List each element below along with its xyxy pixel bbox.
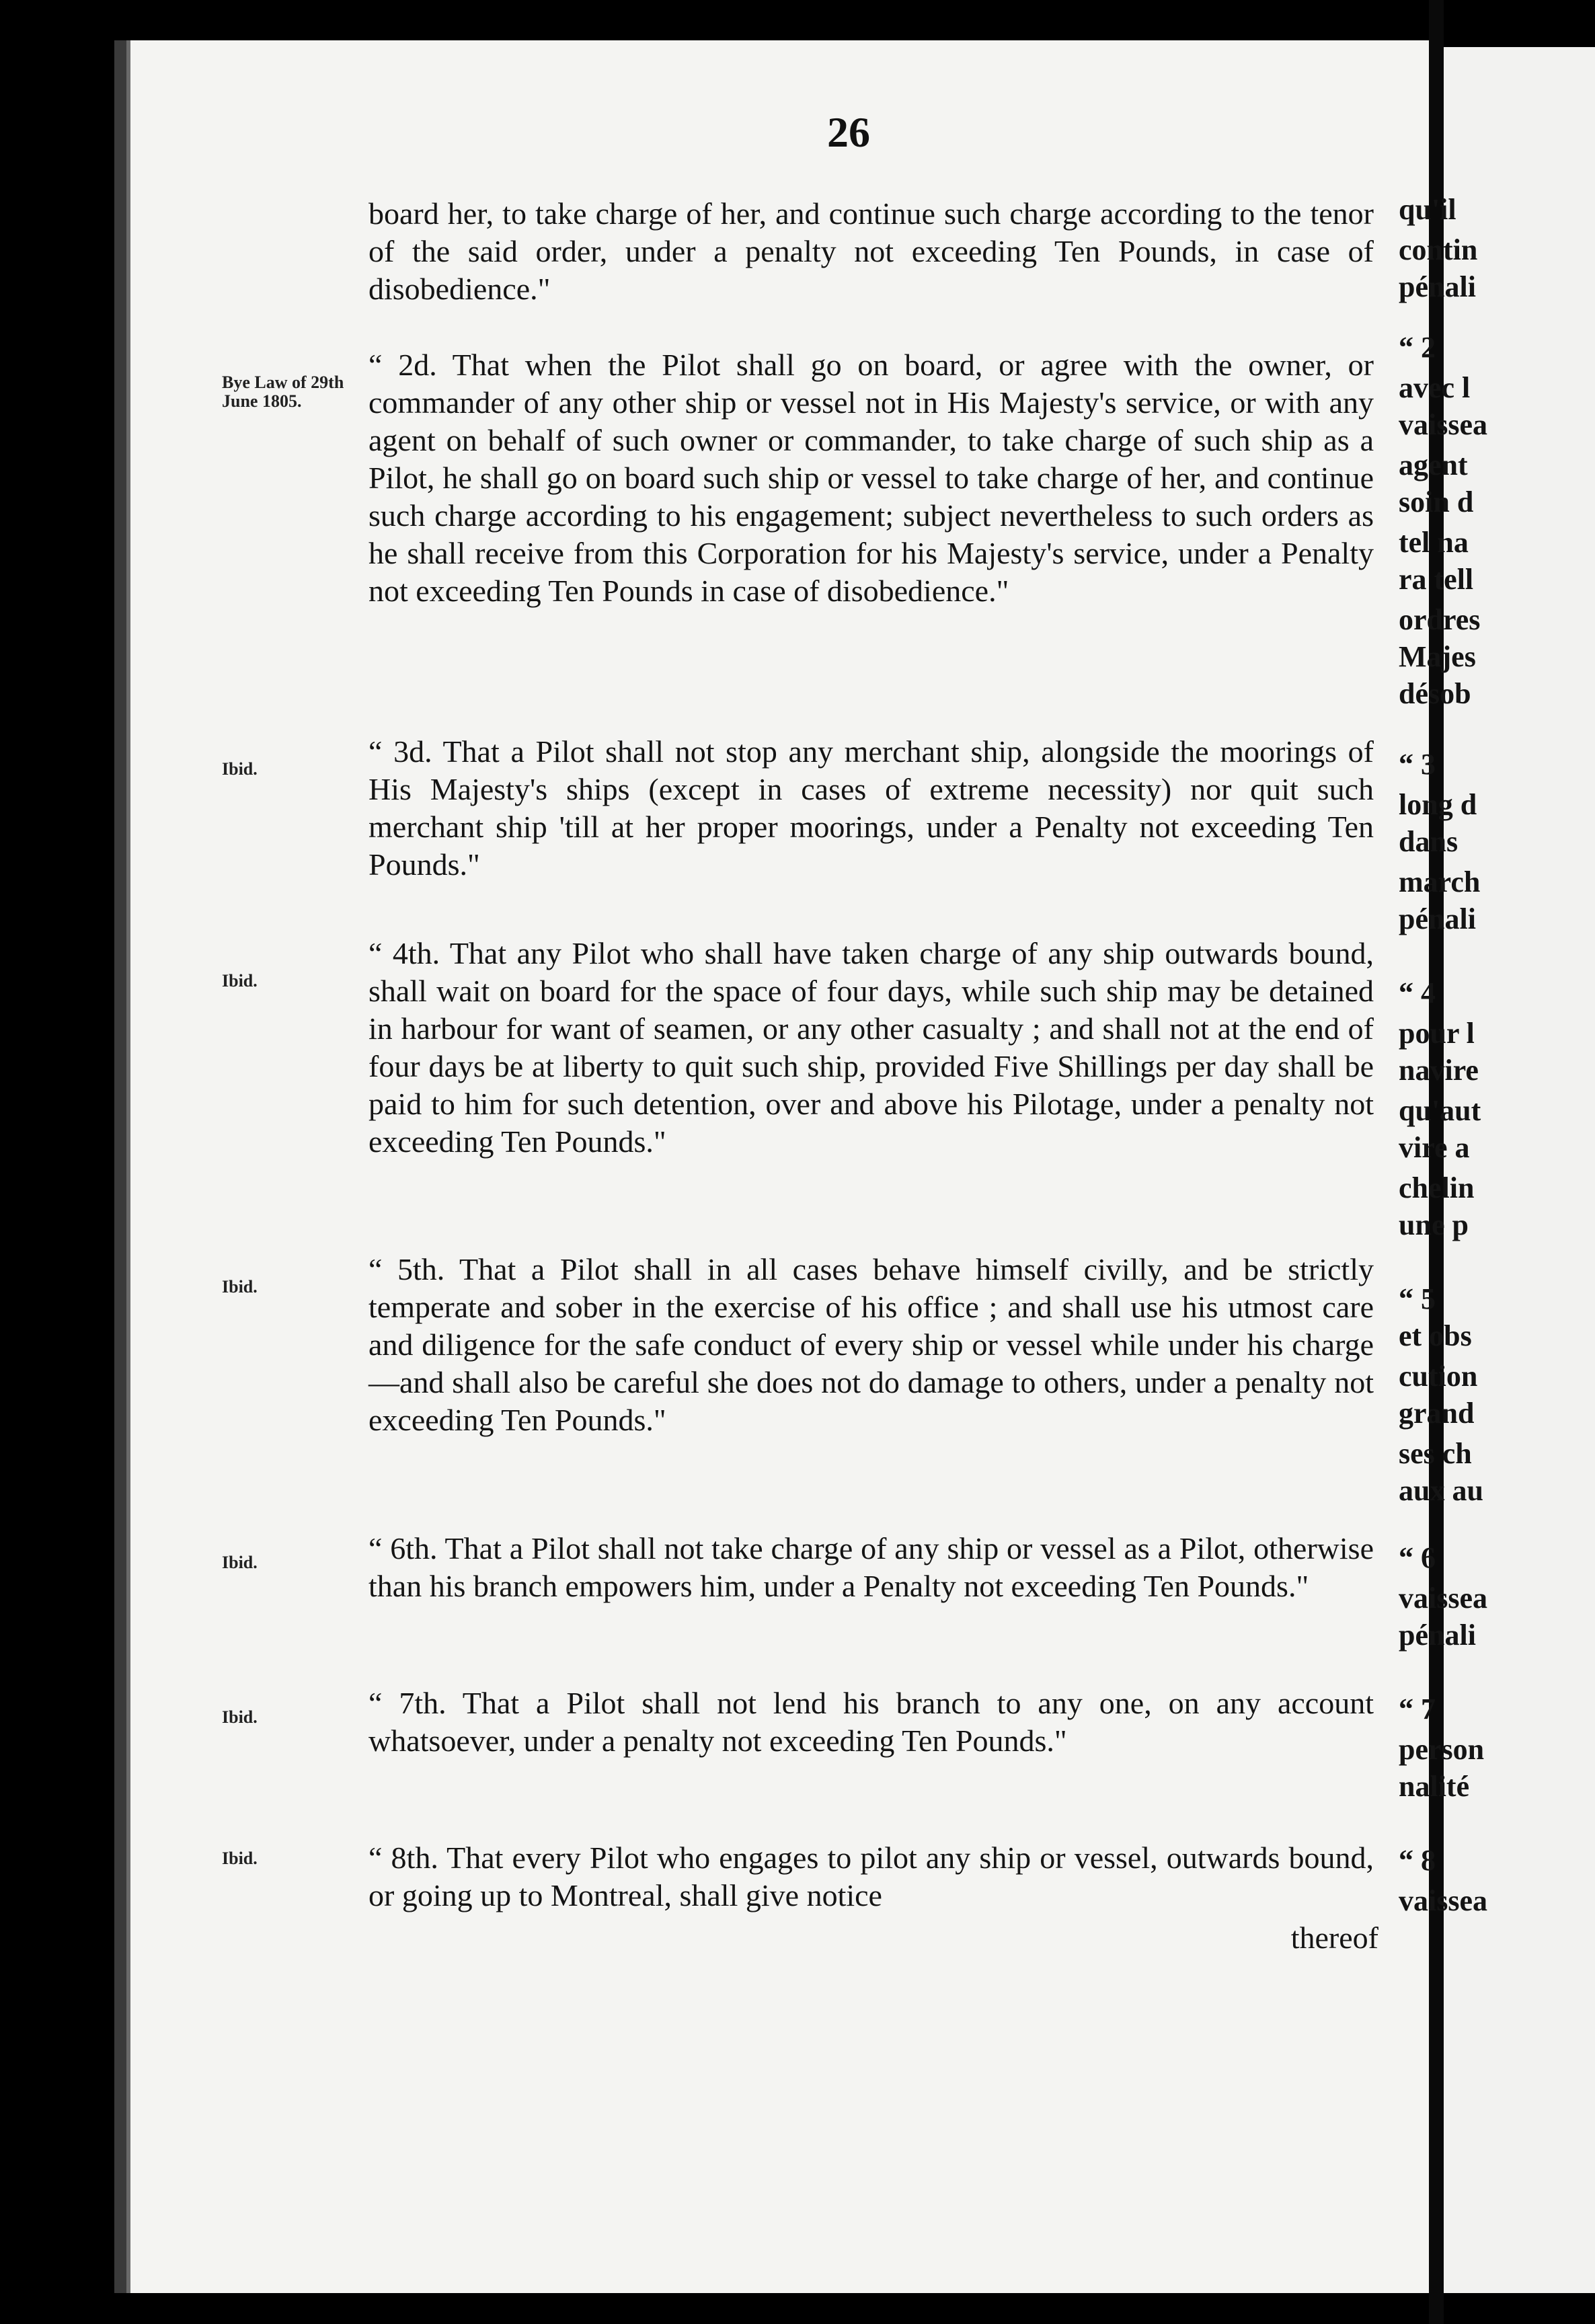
facing-line: grand [1399,1397,1475,1430]
facing-line: “ 3 [1399,748,1436,781]
facing-line: contin [1399,233,1478,266]
paragraph-4: “ 4th. That any Pilot who shall have taken charge of any ship outwards bound, shall wait on board for the space of four days, while such ship may be detained in harbour for want of seamen, or any other casualty ; and shall not at the end of four days be at liberty to quit such ship, provided Five Shillings per day shall be paid to him for such detention, over and above his Pilotage, under a penalty not exceeding Ten Pounds." [368,936,1374,1159]
facing-line: ra tell [1399,563,1474,596]
facing-line: person [1399,1733,1485,1766]
paragraph-6: “ 6th. That a Pilot shall not take charge of any ship or vessel as a Pilot, otherwise than his branch empowers him, under a Penalty not exceeding Ten Pounds." [368,1531,1374,1603]
facing-line: aux au [1399,1474,1483,1507]
facing-line: pénali [1399,1619,1476,1652]
paragraph-1: board her, to take charge of her, and continue such charge according to the tenor of the said order, under a penalty not exceeding Ten Pounds, in case of disobedience." [368,196,1374,306]
facing-line: ordres [1399,603,1481,636]
paragraph-7: “ 7th. That a Pilot shall not lend his branch to any one, on any account whatsoever, under a penalty not exceeding Ten Pounds." [368,1686,1374,1758]
facing-line: qu'aut [1399,1094,1481,1127]
facing-line: chelin [1399,1171,1475,1204]
facing-line: dans [1399,825,1458,858]
margin-note-ibid: Ibid. [222,1553,258,1572]
facing-line: “ 4 [1399,976,1436,1009]
paragraph-2: “ 2d. That when the Pilot shall go on board, or agree with the owner, or commander of any other ship or vessel not in His Majesty's service, or with any agent on behalf of such owner or commander, to take charge of such ship as a Pilot, he shall go on board such ship or vessel to take charge of her, and continue such charge according to his engagement; subject nevertheless to such orders as he shall receive from this Corporation for his Majesty's service, under a Penalty not exceeding Ten Pounds in case of disobedience." [368,348,1374,608]
margin-note-ibid: Ibid. [222,971,258,991]
facing-line: qu'il [1399,193,1456,226]
facing-line: soin d [1399,486,1474,518]
facing-line: tel na [1399,526,1469,559]
margin-note-bye-law: Bye Law of 29th June 1805. [222,373,344,411]
facing-line: vaissea [1399,408,1487,441]
page-number: 26 [827,108,870,156]
margin-note-ibid: Ibid. [222,1707,258,1727]
catchword: thereof [1290,1921,1378,1955]
facing-line: nalité [1399,1770,1470,1803]
facing-line: pour l [1399,1017,1475,1050]
facing-line: désob [1399,677,1471,710]
facing-line: vire a [1399,1131,1470,1164]
facing-line: pénali [1399,902,1476,935]
facing-line: vaissea [1399,1884,1487,1917]
paragraph-8: “ 8th. That every Pilot who engages to pilot any ship or vessel, outwards bound, or going up to Montreal, shall give notice [368,1841,1374,1912]
facing-line: et obs [1399,1319,1472,1352]
facing-line: pénali [1399,270,1476,303]
margin-note-ibid: Ibid. [222,1277,258,1296]
facing-line: Majes [1399,640,1476,673]
facing-line: march [1399,865,1481,898]
paragraph-3: “ 3d. That a Pilot shall not stop any merchant ship, alongside the moorings of His Majesty's ships (except in cases of extreme necessity) nor quit such merchant ship 'till at her proper moorings, under a Penalty not exceeding Ten Pounds." [368,734,1374,882]
page-fold [126,40,130,2293]
facing-line: ses ch [1399,1437,1472,1470]
margin-note-ibid: Ibid. [222,759,258,779]
facing-line: “ 8 [1399,1844,1436,1877]
facing-line: navire [1399,1054,1479,1087]
facing-line: “ 2 [1399,331,1436,364]
facing-line: avec l [1399,371,1471,404]
facing-line: vaissea [1399,1582,1487,1615]
facing-line: long d [1399,788,1477,821]
facing-line: “ 7 [1399,1693,1436,1726]
facing-line: “ 6 [1399,1541,1436,1574]
facing-line: agent [1399,449,1468,481]
paragraph-5: “ 5th. That a Pilot shall in all cases behave himself civilly, and be strictly temperate and sober in the exercise of his office ; and shall use his utmost care and diligence for the safe conduct of every ship or vessel while under his charge—and shall also be careful she does not do damage to others, under a penalty not exceeding Ten Pounds." [368,1252,1374,1437]
facing-line: cution [1399,1360,1478,1393]
facing-line: une p [1399,1208,1469,1241]
facing-line: “ 5 [1399,1282,1436,1315]
margin-note-ibid: Ibid. [222,1849,258,1868]
